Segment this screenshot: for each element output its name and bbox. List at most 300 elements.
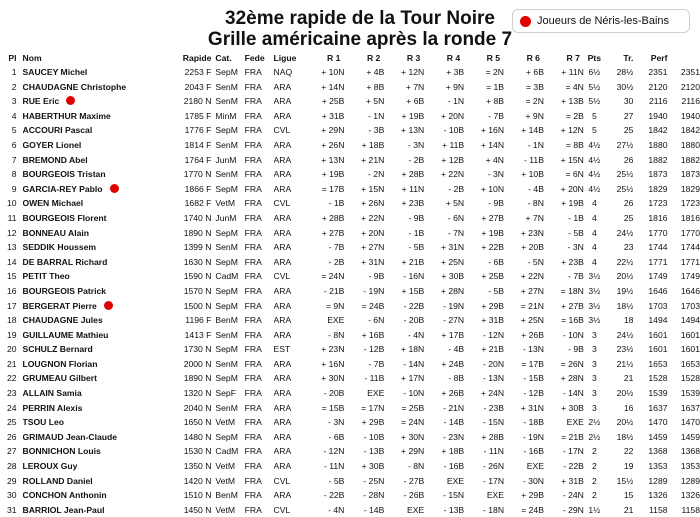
- cell-round-4: - 16B: [443, 461, 465, 472]
- cell-ligue: ARA: [273, 358, 292, 369]
- cell-ligue: ARA: [273, 402, 292, 413]
- cell-rapide: 1740 N: [183, 212, 212, 223]
- cell-round-3: - 5B: [408, 242, 425, 253]
- player-name: HABERTHUR Maxime: [22, 110, 111, 121]
- cell-nom: [23, 342, 166, 357]
- cell-round-6: + 25N: [520, 315, 544, 326]
- cell-round-1: + 23N: [321, 344, 345, 355]
- cell-pts: 4: [591, 227, 597, 238]
- cell-nom: [23, 240, 166, 255]
- cell-nom: [23, 401, 166, 416]
- cell-pts: 3: [591, 329, 597, 340]
- cell-nom: [23, 123, 166, 138]
- cell-round-6: - 19N: [522, 431, 544, 442]
- cell-fede: FRA: [244, 96, 262, 107]
- cell-nom: [23, 80, 166, 95]
- cell-pts: 4½: [588, 139, 601, 150]
- cell-pts: 2½: [588, 431, 601, 442]
- cell-nom: [23, 430, 166, 445]
- table-row: [3, 371, 700, 386]
- cell-perf2: 1744: [680, 242, 700, 253]
- cell-tr: 22½: [616, 256, 634, 267]
- red-dot-icon: [104, 301, 113, 310]
- cell-round-6: + 22N: [520, 271, 544, 282]
- cell-round-2: + 31N: [361, 256, 385, 267]
- cell-fede: FRA: [244, 212, 262, 223]
- cell-pts: 3: [591, 358, 597, 369]
- cell-pl: 10: [6, 198, 17, 209]
- cell-perf: 1653: [648, 358, 668, 369]
- cell-tr: 25: [623, 125, 634, 136]
- cell-round-5: - 11N: [483, 446, 505, 457]
- cell-round-4: + 12B: [441, 154, 465, 165]
- cell-fede: FRA: [244, 242, 262, 253]
- cell-round-4: - 14B: [443, 417, 465, 428]
- cell-perf: 1494: [648, 315, 668, 326]
- player-name: BONNEAU Alain: [22, 227, 90, 238]
- cell-round-6: - 1N: [527, 139, 544, 150]
- cell-round-4: - 27N: [443, 315, 465, 326]
- cell-round-7: + 15N: [560, 154, 584, 165]
- cell-round-1: + 25B: [321, 96, 345, 107]
- cell-nom: [23, 109, 166, 124]
- cell-perf: 1353: [648, 461, 668, 472]
- cell-round-3: = 24N: [401, 417, 425, 428]
- cell-tr: 30: [623, 96, 634, 107]
- cell-round-2: - 28N: [363, 490, 385, 501]
- cell-ligue: CVL: [273, 504, 291, 515]
- cell-pl: 20: [6, 344, 17, 355]
- header-fede: Fede: [244, 53, 265, 63]
- cell-round-7: - 9B: [568, 344, 584, 355]
- table-row: [3, 313, 700, 328]
- cell-rapide: 1530 N: [183, 446, 212, 457]
- cell-round-4: - 13B: [443, 504, 465, 515]
- cell-tr: 25: [623, 212, 634, 223]
- cell-round-2: - 14B: [363, 504, 385, 515]
- cell-perf: 1816: [648, 212, 668, 223]
- player-name: SEDDIK Houssem: [22, 242, 97, 253]
- cell-nom: [23, 474, 166, 489]
- cell-fede: FRA: [244, 227, 262, 238]
- cell-round-2: - 1N: [368, 110, 385, 121]
- cell-tr: 28½: [616, 67, 634, 77]
- cell-nom: [23, 488, 166, 503]
- cell-fede: FRA: [244, 490, 262, 501]
- cell-round-4: - 6N: [447, 212, 465, 223]
- cell-ligue: NAQ: [273, 67, 293, 77]
- cell-nom: [23, 138, 166, 153]
- cell-cat: VetM: [215, 461, 236, 472]
- cell-tr: 23: [623, 242, 634, 253]
- cell-pts: 1½: [588, 504, 601, 515]
- cell-pl: 1: [11, 67, 17, 77]
- cell-cat: CadM: [215, 446, 239, 457]
- cell-round-2: = 24B: [361, 300, 385, 311]
- cell-perf2: 1528: [680, 373, 700, 384]
- cell-fede: FRA: [244, 198, 262, 209]
- cell-perf2: 1653: [680, 358, 700, 369]
- cell-round-6: + 27N: [520, 285, 544, 296]
- cell-rapide: 1510 N: [183, 490, 212, 501]
- cell-round-5: - 9B: [488, 198, 505, 209]
- cell-perf: 1882: [648, 154, 668, 165]
- cell-round-5: - 12N: [483, 329, 505, 340]
- cell-cat: SepM: [215, 256, 238, 267]
- cell-round-2: + 16B: [361, 329, 385, 340]
- cell-round-4: - 21N: [443, 402, 465, 413]
- cell-round-7: - 29N: [562, 504, 584, 515]
- cell-rapide: 1730 N: [183, 344, 212, 355]
- standings-table: [3, 51, 700, 517]
- table-row: [3, 123, 700, 138]
- cell-nom: [23, 371, 166, 386]
- cell-nom: [23, 386, 166, 401]
- cell-perf2: 1158: [681, 504, 700, 515]
- cell-perf2: 1771: [680, 256, 700, 267]
- cell-fede: FRA: [244, 402, 262, 413]
- cell-ligue: ARA: [273, 183, 292, 194]
- cell-ligue: ARA: [273, 373, 292, 384]
- cell-pl: 28: [6, 461, 17, 472]
- cell-pl: 11: [7, 212, 17, 223]
- player-name: BARRIOL Jean-Paul: [22, 504, 105, 515]
- cell-round-3: + 18N: [401, 344, 425, 355]
- cell-rapide: 1785 F: [184, 110, 212, 121]
- cell-round-6: - 5N: [527, 256, 544, 267]
- cell-nom: [23, 167, 166, 182]
- cell-tr: 18½: [616, 300, 634, 311]
- legend-label: Joueurs de Néris-les-Bains: [537, 15, 670, 27]
- cell-cat: SenM: [215, 169, 238, 180]
- cell-round-4: + 5N: [445, 198, 465, 209]
- table-row: [3, 255, 700, 270]
- cell-round-6: - 13N: [522, 344, 544, 355]
- cell-rapide: 1590 N: [183, 271, 212, 282]
- cell-round-2: + 26N: [361, 198, 385, 209]
- cell-round-4: - 1N: [447, 96, 465, 107]
- cell-nom: [23, 182, 166, 197]
- cell-rapide: 1650 N: [183, 417, 212, 428]
- cell-round-2: + 20N: [361, 227, 385, 238]
- cell-round-7: + 30B: [561, 402, 584, 413]
- cell-round-1: = 24N: [321, 271, 345, 282]
- cell-round-5: = 1B: [486, 81, 505, 92]
- cell-perf2: 1601: [680, 344, 700, 355]
- cell-perf2: 2120: [680, 81, 700, 92]
- cell-round-6: + 14B: [521, 125, 544, 136]
- cell-tr: 23½: [616, 344, 634, 355]
- cell-cat: VetM: [215, 475, 236, 486]
- cell-round-6: = 17B: [521, 358, 544, 369]
- cell-round-4: - 4B: [448, 344, 465, 355]
- cell-perf: 1289: [648, 475, 668, 486]
- cell-round-5: + 25B: [481, 271, 505, 282]
- cell-nom: [23, 196, 166, 211]
- cell-pl: 31: [6, 504, 17, 515]
- cell-cat: SenM: [215, 329, 238, 340]
- cell-pts: 2: [591, 490, 597, 501]
- cell-rapide: 1630 N: [183, 256, 212, 267]
- cell-pts: 5½: [588, 96, 601, 107]
- player-name: GARCIA-REY Pablo: [22, 183, 103, 194]
- cell-ligue: ARA: [273, 96, 292, 107]
- cell-perf2: 1873: [680, 169, 700, 180]
- cell-ligue: ARA: [273, 256, 292, 267]
- cell-tr: 22: [623, 446, 634, 457]
- cell-nom: [23, 226, 166, 241]
- cell-rapide: 1399 N: [183, 242, 212, 253]
- cell-round-1: + 29N: [321, 125, 345, 136]
- header-ligue: Ligue: [273, 53, 297, 63]
- cell-round-4: + 3B: [446, 67, 465, 77]
- cell-round-2: + 4B: [366, 67, 385, 77]
- cell-round-3: EXE: [407, 504, 425, 515]
- cell-rapide: 2040 N: [183, 402, 212, 413]
- cell-rapide: 2043 F: [184, 81, 212, 92]
- player-name: CHAUDAGNE Jules: [22, 315, 103, 326]
- player-name: LOUGNON Florian: [22, 358, 98, 369]
- cell-round-5: - 17N: [483, 475, 505, 486]
- cell-pl: 25: [6, 417, 17, 428]
- header-pts: Pts: [587, 53, 602, 63]
- cell-pts: 6½: [588, 67, 601, 77]
- table-row: [3, 153, 700, 168]
- cell-perf: 1459: [648, 431, 668, 442]
- cell-perf2: 1770: [680, 227, 700, 238]
- cell-round-5: + 10N: [480, 183, 505, 194]
- cell-round-6: + 10B: [521, 169, 544, 180]
- cell-round-2: - 19N: [363, 285, 385, 296]
- cell-nom: [23, 299, 166, 314]
- cell-fede: FRA: [244, 285, 262, 296]
- cell-round-3: + 11N: [401, 183, 425, 194]
- table-row: [3, 196, 700, 211]
- cell-nom: [23, 211, 166, 226]
- cell-round-4: + 18B: [441, 446, 465, 457]
- player-name: BONNICHON Louis: [22, 446, 101, 457]
- cell-round-4: + 31N: [440, 242, 465, 253]
- header-nom: Nom: [22, 53, 42, 63]
- cell-fede: FRA: [244, 271, 262, 282]
- cell-round-6: - 4B: [528, 183, 544, 194]
- cell-cat: SepM: [215, 373, 238, 384]
- cell-cat: VetM: [215, 504, 236, 515]
- cell-ligue: ARA: [273, 417, 292, 428]
- cell-round-3: - 2B: [408, 154, 425, 165]
- cell-ligue: ARA: [273, 169, 292, 180]
- cell-round-3: + 28B: [401, 169, 425, 180]
- cell-round-5: - 5B: [488, 285, 505, 296]
- cell-round-1: + 28B: [321, 212, 345, 223]
- cell-perf2: 1368: [680, 446, 700, 457]
- cell-round-1: + 30N: [321, 373, 345, 384]
- cell-round-5: EXE: [486, 490, 505, 501]
- cell-round-4: + 9N: [445, 81, 465, 92]
- cell-rapide: 1480 N: [183, 431, 212, 442]
- cell-nom: [23, 269, 166, 284]
- cell-round-2: - 25N: [363, 475, 385, 486]
- cell-perf2: 1353: [680, 461, 700, 472]
- cell-fede: FRA: [244, 183, 262, 194]
- cell-pts: 3½: [588, 271, 601, 282]
- table-row: [3, 299, 700, 314]
- red-dot-icon: [66, 96, 75, 105]
- cell-pts: 4½: [588, 183, 601, 194]
- cell-ligue: ARA: [273, 242, 292, 253]
- table-row: [3, 444, 700, 459]
- red-dot-icon: [110, 184, 119, 193]
- cell-round-3: + 17N: [401, 373, 425, 384]
- player-name: GRUMEAU Gilbert: [22, 373, 97, 384]
- table-row: [3, 109, 700, 124]
- cell-cat: SenM: [215, 402, 238, 413]
- cell-round-5: - 23B: [483, 402, 505, 413]
- table-row: [3, 94, 700, 109]
- cell-round-1: - 20B: [323, 388, 345, 399]
- player-name: PETIT Theo: [22, 271, 70, 282]
- cell-pl: 5: [11, 125, 17, 136]
- cell-pts: 2½: [588, 417, 601, 428]
- table-row: [3, 80, 700, 95]
- table-row: [3, 474, 700, 489]
- cell-round-3: - 14N: [403, 358, 425, 369]
- table-row: [3, 65, 700, 80]
- cell-rapide: 1776 F: [184, 125, 212, 136]
- cell-round-3: - 10N: [403, 388, 425, 399]
- cell-cat: SenM: [215, 96, 238, 107]
- cell-nom: [23, 255, 166, 270]
- cell-round-4: - 2B: [448, 183, 465, 194]
- cell-round-3: - 20B: [403, 315, 425, 326]
- player-name: OWEN Michael: [22, 198, 84, 209]
- player-name: CHAUDAGNE Christophe: [22, 81, 127, 92]
- cell-round-6: - 16B: [523, 446, 544, 457]
- cell-round-2: + 8B: [366, 81, 385, 92]
- cell-ligue: ARA: [273, 388, 292, 399]
- cell-rapide: 1682 F: [184, 198, 212, 209]
- cell-round-3: + 21B: [401, 256, 425, 267]
- cell-fede: FRA: [244, 388, 262, 399]
- cell-pts: 3½: [588, 315, 601, 326]
- cell-round-5: - 26N: [483, 461, 505, 472]
- cell-round-6: + 7N: [525, 212, 544, 223]
- header-perf: Perf: [650, 53, 668, 63]
- player-name: LEROUX Guy: [22, 461, 78, 472]
- cell-round-6: - 12B: [523, 388, 544, 399]
- cell-rapide: 1450 N: [183, 504, 212, 515]
- cell-pts: 3: [591, 344, 597, 355]
- cell-ligue: ARA: [273, 490, 292, 501]
- cell-perf: 1368: [648, 446, 668, 457]
- cell-round-7: + 19B: [561, 198, 584, 209]
- cell-round-6: + 31N: [520, 402, 544, 413]
- cell-round-1: - 11N: [324, 461, 345, 472]
- cell-round-7: = 2B: [565, 110, 584, 121]
- cell-round-1: - 4N: [328, 504, 345, 515]
- cell-pl: 19: [6, 329, 17, 340]
- cell-round-2: - 6N: [368, 315, 385, 326]
- cell-round-1: + 31B: [321, 110, 345, 121]
- cell-round-3: + 29N: [401, 446, 425, 457]
- cell-round-5: - 6B: [488, 256, 505, 267]
- cell-round-3: - 4N: [407, 329, 425, 340]
- cell-fede: FRA: [244, 139, 262, 150]
- cell-tr: 16: [623, 402, 634, 413]
- cell-round-7: = 6N: [565, 169, 584, 180]
- cell-round-1: + 10N: [321, 67, 345, 77]
- cell-round-7: - 10N: [562, 329, 584, 340]
- player-name: CONCHON Anthonin: [22, 490, 107, 501]
- cell-round-3: + 30N: [401, 431, 425, 442]
- cell-round-2: + 22N: [361, 212, 385, 223]
- cell-ligue: ARA: [273, 227, 292, 238]
- cell-round-1: + 19B: [321, 169, 345, 180]
- cell-perf: 1528: [648, 373, 668, 384]
- table-row: [3, 342, 700, 357]
- cell-fede: FRA: [244, 256, 262, 267]
- cell-tr: 20½: [616, 388, 634, 399]
- cell-pts: 5½: [588, 81, 601, 92]
- header-r2: R 2: [366, 53, 381, 63]
- cell-round-3: - 1B: [408, 227, 425, 238]
- cell-round-4: - 8B: [448, 373, 465, 384]
- cell-round-6: + 29B: [521, 490, 544, 501]
- cell-round-2: - 10B: [363, 431, 385, 442]
- cell-round-4: + 11B: [442, 139, 465, 150]
- cell-round-5: + 8B: [486, 96, 505, 107]
- cell-ligue: CVL: [273, 198, 291, 209]
- cell-round-3: + 7N: [405, 81, 425, 92]
- cell-tr: 18: [623, 315, 634, 326]
- table-row: [3, 328, 700, 343]
- cell-round-1: + 26N: [321, 139, 345, 150]
- table-row: [3, 401, 700, 416]
- cell-round-5: + 24N: [480, 388, 505, 399]
- cell-round-4: - 15N: [443, 490, 465, 501]
- cell-round-1: EXE: [327, 315, 345, 326]
- cell-pl: 16: [6, 285, 17, 296]
- cell-perf2: 1539: [680, 388, 700, 399]
- table-header-row: [3, 51, 700, 65]
- cell-round-2: - 7B: [368, 358, 385, 369]
- cell-round-5: - 18N: [483, 504, 505, 515]
- cell-round-1: - 22B: [323, 490, 345, 501]
- player-name: SAUCEY Michel: [22, 67, 88, 77]
- cell-cat: VetM: [215, 417, 236, 428]
- cell-rapide: 1420 N: [183, 475, 212, 486]
- cell-fede: FRA: [244, 461, 262, 472]
- player-name: BOURGEOIS Tristan: [22, 169, 106, 180]
- cell-round-4: + 17B: [441, 329, 465, 340]
- cell-round-3: + 6B: [406, 96, 425, 107]
- cell-round-7: + 31B: [561, 475, 584, 486]
- cell-ligue: ARA: [273, 300, 292, 311]
- cell-perf: 1842: [648, 125, 668, 136]
- cell-fede: FRA: [244, 431, 262, 442]
- cell-round-2: - 12B: [363, 344, 385, 355]
- cell-round-6: - 15B: [523, 373, 544, 384]
- cell-round-1: - 6B: [328, 431, 345, 442]
- cell-tr: 25½: [616, 169, 634, 180]
- cell-round-1: - 7B: [328, 242, 345, 253]
- cell-perf2: 1842: [680, 125, 700, 136]
- cell-round-1: + 13N: [321, 154, 345, 165]
- cell-tr: 26: [623, 198, 634, 209]
- cell-pl: 6: [11, 139, 17, 150]
- cell-pl: 26: [6, 431, 17, 442]
- cell-round-4: - 19N: [443, 300, 465, 311]
